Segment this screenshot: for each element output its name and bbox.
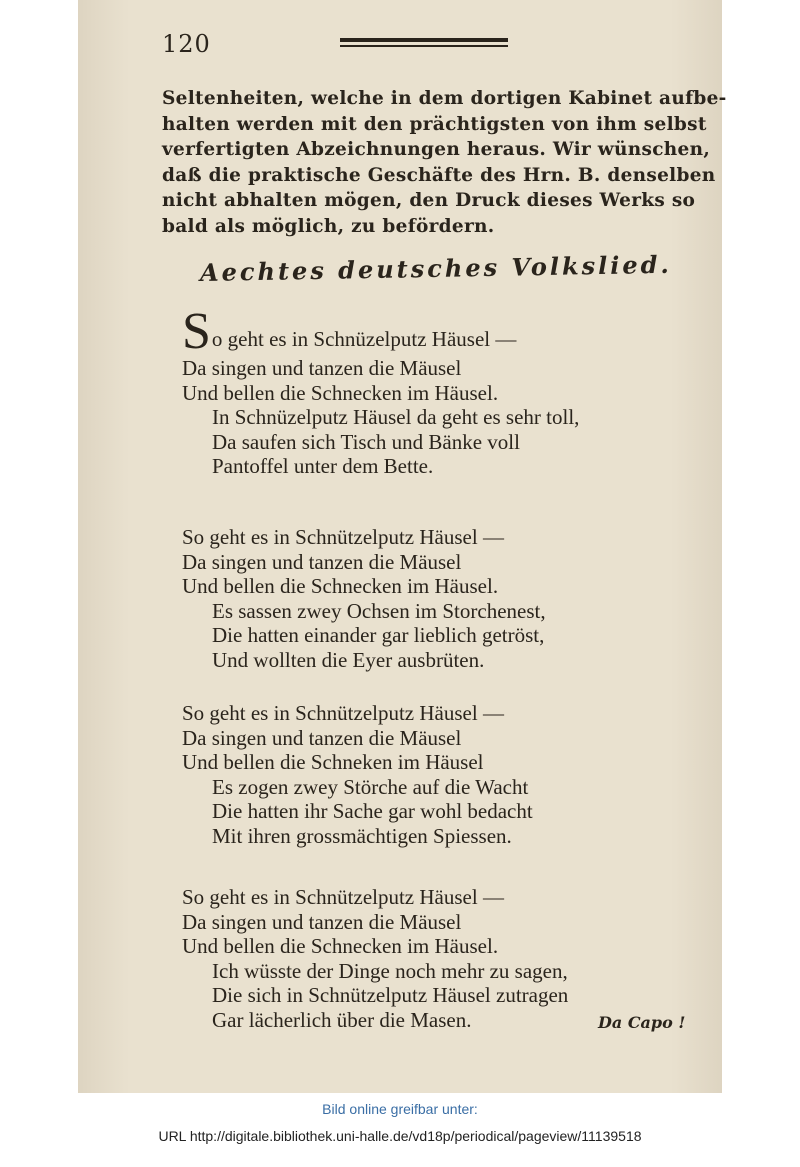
verse-line: So geht es in Schnützelputz Häusel — bbox=[182, 701, 504, 725]
prose-line: nicht abhalten mögen, den Druck dieses Werks so bbox=[162, 190, 696, 211]
verse-line: Die hatten ihr Sache gar wohl bedacht bbox=[212, 799, 533, 823]
verse-line: Die hatten einander gar lieblich getröst, bbox=[212, 623, 545, 647]
verse-line: Es sassen zwey Ochsen im Storchenest, bbox=[212, 598, 546, 623]
prose-line: Seltenheiten, welche in dem dortigen Kabinet aufbe- bbox=[162, 88, 727, 109]
prose-line: halten werden mit den prächtigsten von ihm selbst bbox=[162, 113, 707, 135]
verse-line: Und bellen die Schneken im Häusel bbox=[182, 750, 484, 774]
verse-line: So geht es in Schnützelputz Häusel — bbox=[182, 525, 504, 549]
verse-line: So geht es in Schnützelputz Häusel — bbox=[182, 885, 504, 909]
verse-line: Da singen und tanzen die Mäusel bbox=[182, 356, 462, 380]
verse-line: Da singen und tanzen die Mäusel bbox=[182, 549, 462, 574]
page-number: 120 bbox=[162, 30, 211, 58]
verse-line: Und bellen die Schnecken im Häusel. bbox=[182, 934, 499, 958]
verse-line: Pantoffel unter dem Bette. bbox=[212, 454, 434, 478]
verse-line: Und wollten die Eyer ausbrüten. bbox=[212, 647, 485, 672]
verse-line: Mit ihren grossmächtigen Spiessen. bbox=[212, 823, 512, 848]
verse-text: o geht es in Schnüzelputz Häusel — bbox=[211, 327, 517, 351]
verse-line: Und bellen die Schnecken im Häusel. bbox=[182, 574, 499, 598]
prose-line: bald als möglich, zu befördern. bbox=[162, 215, 495, 237]
prose-paragraph bbox=[162, 86, 727, 239]
verse-line: In Schnüzelputz Häusel da geht es sehr toll, bbox=[212, 405, 580, 429]
footer bbox=[0, 1093, 800, 1167]
stanza-2 bbox=[182, 525, 702, 672]
verse-line bbox=[182, 303, 702, 360]
verse-line: Und bellen die Schnecken im Häusel. bbox=[182, 380, 499, 405]
verse-line: Da singen und tanzen die Mäusel bbox=[182, 909, 462, 934]
verse-line: Es zogen zwey Störche auf die Wacht bbox=[212, 774, 529, 799]
prose-line: verfertigten Abzeichnungen heraus. Wir wünschen, bbox=[162, 139, 711, 160]
verse-line: Da singen und tanzen die Mäusel bbox=[182, 725, 462, 750]
stanza-1 bbox=[182, 303, 702, 479]
verse-line: Da saufen sich Tisch und Bänke voll bbox=[212, 429, 520, 454]
footer-url[interactable]: URL http://digitale.bibliothek.uni-halle.de/vd18p/periodical/pageview/11139518 bbox=[158, 1128, 642, 1144]
verse-line: Gar lächerlich über die Masen. bbox=[212, 1007, 472, 1032]
verse-line: Ich wüsste der Dinge noch mehr zu sagen, bbox=[212, 958, 568, 983]
drop-cap: S bbox=[182, 303, 211, 360]
prose-line: daß die praktische Geschäfte des Hrn. B. denselben bbox=[162, 164, 716, 186]
header-ornament-rule bbox=[340, 38, 508, 49]
verse-line: Die sich in Schnützelputz Häusel zutragen bbox=[212, 983, 569, 1007]
footer-box bbox=[72, 1093, 728, 1167]
stanza-3 bbox=[182, 701, 702, 848]
song-title: Aechtes deutsches Volkslied. bbox=[199, 249, 672, 287]
footer-label: Bild online greifbar unter: bbox=[322, 1101, 478, 1117]
stanza-4 bbox=[182, 885, 702, 1032]
da-capo-mark: Da Capo ! bbox=[598, 1013, 686, 1032]
scanned-page bbox=[78, 0, 727, 1093]
